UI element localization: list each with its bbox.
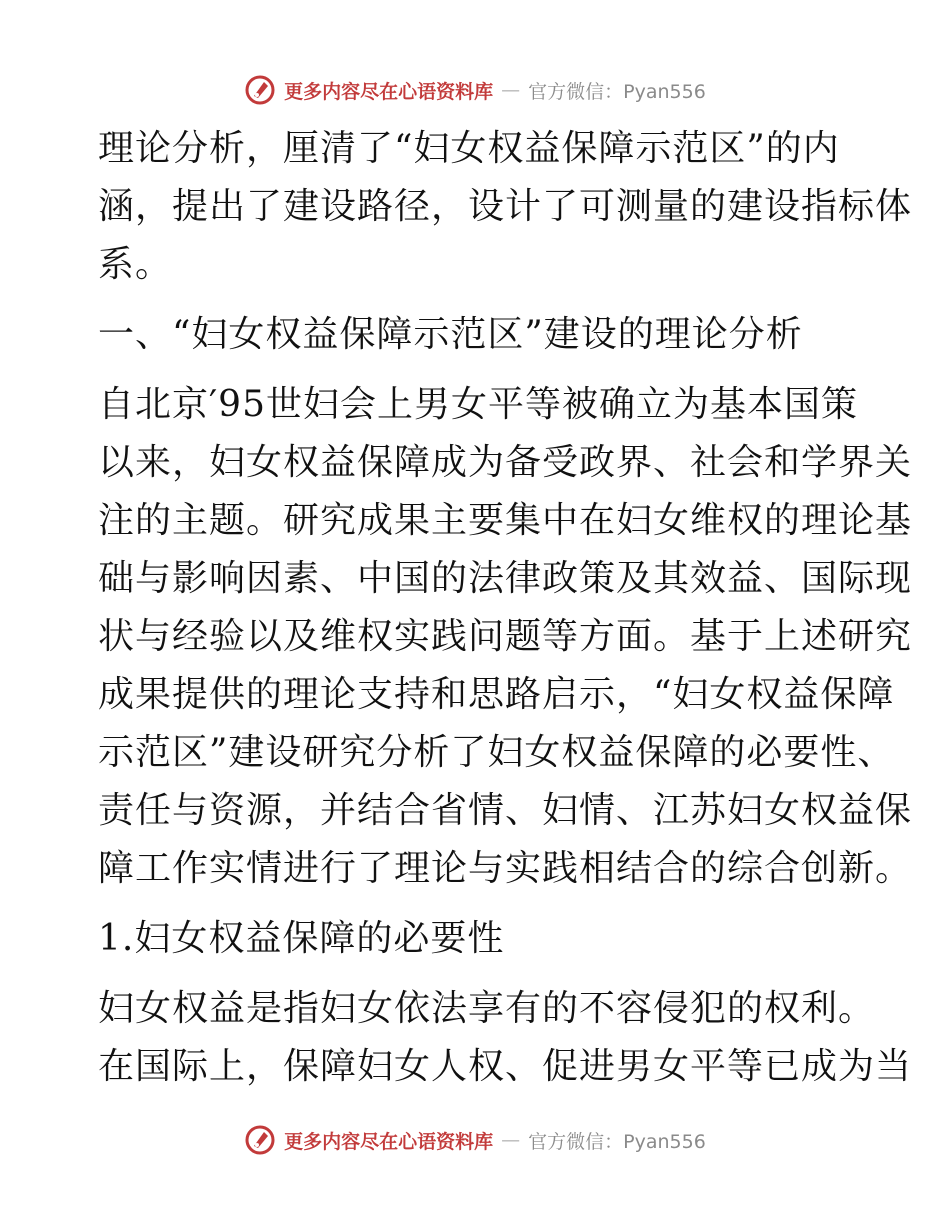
heading-line: 1.妇女权益保障的必要性 — [98, 918, 505, 959]
text-line: 成果提供的理论支持和思路启示，“妇女权益保障 — [98, 674, 895, 715]
pen-logo-icon — [244, 74, 276, 106]
header-banner — [0, 70, 950, 110]
text-line: 注的主题。研究成果主要集中在妇女维权的理论基 — [98, 500, 913, 541]
text-line: 示范区”建设研究分析了妇女权益保障的必要性、 — [98, 732, 895, 773]
text-line: 在国际上，保障妇女人权、促进男女平等已成为当 — [98, 1046, 913, 1087]
text-line: 系。 — [98, 244, 173, 285]
subsection-heading — [98, 910, 858, 968]
section-heading — [98, 306, 858, 364]
paragraph-main — [98, 376, 913, 898]
text-line: 状与经验以及维权实践问题等方面。基于上述研究 — [98, 616, 913, 657]
text-line: 责任与资源，并结合省情、妇情、江苏妇女权益保 — [98, 790, 913, 831]
text-line: 障工作实情进行了理论与实践相结合的综合创新。 — [98, 848, 913, 889]
pen-logo-icon — [244, 1124, 276, 1156]
banner-wechat: 官方微信：Pyan556 — [528, 80, 706, 103]
text-line: 础与影响因素、中国的法律政策及其效益、国际现 — [98, 558, 913, 599]
document-body — [98, 120, 913, 1096]
paragraph-last — [98, 980, 913, 1096]
text-line: 涵，提出了建设路径，设计了可测量的建设指标体 — [98, 186, 913, 227]
banner-title: 更多内容尽在心语资料库 — [284, 80, 494, 103]
banner-wechat: 官方微信：Pyan556 — [528, 1130, 706, 1153]
text-line: 以来，妇女权益保障成为备受政界、社会和学界关 — [98, 442, 913, 483]
banner-title: 更多内容尽在心语资料库 — [284, 1130, 494, 1153]
text-line: 理论分析，厘清了“妇女权益保障示范区”的内 — [98, 128, 840, 169]
banner-separator: — — [501, 79, 521, 101]
text-line: 妇女权益是指妇女依法享有的不容侵犯的权利。 — [98, 988, 876, 1029]
banner-separator: — — [501, 1129, 521, 1151]
paragraph-intro — [98, 120, 913, 294]
heading-line: 一、“妇女权益保障示范区”建设的理论分析 — [98, 314, 803, 355]
text-line: 自北京′95世妇会上男女平等被确立为基本国策 — [98, 384, 858, 425]
footer-banner — [0, 1120, 950, 1160]
